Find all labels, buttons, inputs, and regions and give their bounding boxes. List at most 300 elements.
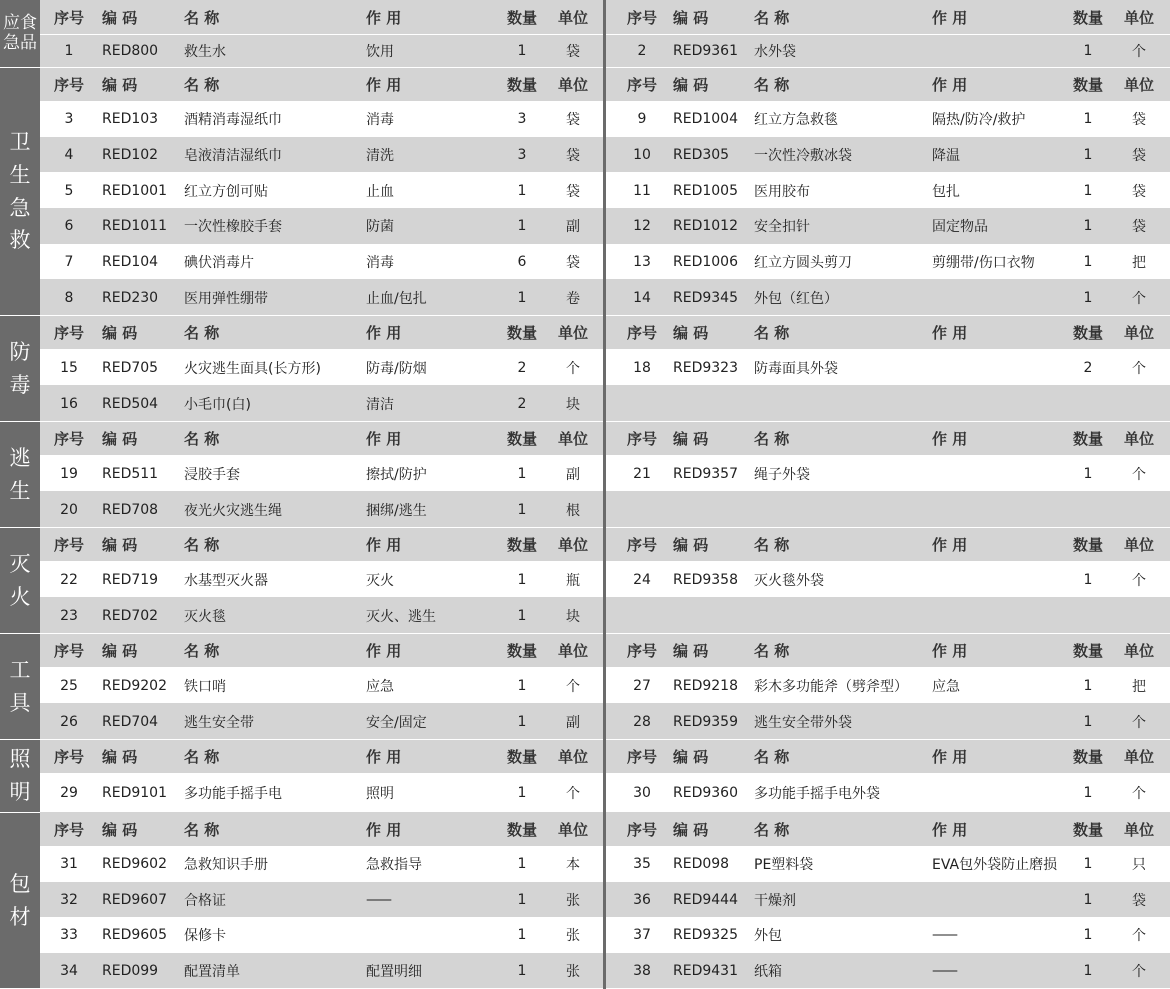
- cell-name: 铁口哨: [184, 678, 226, 695]
- category-char: 卫: [9, 130, 31, 155]
- cell-name: 小毛巾(白): [184, 396, 251, 413]
- cell-qty: 2: [1083, 359, 1093, 376]
- table-row: [606, 883, 1170, 919]
- table-row: [606, 668, 1170, 704]
- cell-code: RED102: [102, 146, 159, 163]
- table-row: [40, 35, 603, 68]
- column-header-row: [606, 528, 1170, 562]
- cell-name: 名 称: [754, 536, 790, 554]
- cell-use: [366, 918, 486, 953]
- cell-code: 编 码: [102, 748, 138, 766]
- cell-unit: 单位: [557, 76, 588, 94]
- cell-name: 安全扣针: [754, 219, 810, 236]
- cell-name: 名 称: [184, 642, 220, 660]
- column-header-row: [40, 813, 603, 847]
- cell-no: 34: [60, 962, 78, 979]
- cell-unit: 单位: [557, 8, 588, 27]
- table-row: [40, 102, 603, 138]
- cell-code: RED099: [102, 962, 159, 979]
- cell-qty: 1: [517, 182, 527, 199]
- cell-qty: 6: [517, 253, 527, 270]
- cell-name: 名 称: [184, 821, 220, 839]
- cell-code: RED800: [102, 43, 159, 59]
- cell-use: 饮用: [366, 44, 394, 60]
- cell-code: 编 码: [673, 642, 709, 660]
- cell-qty: 数量: [1072, 8, 1103, 27]
- cell-no: 序号: [53, 748, 84, 766]
- cell-name: 配置清单: [184, 963, 240, 980]
- cell-qty: 1: [517, 856, 527, 873]
- cell-name: 名 称: [754, 642, 790, 660]
- table-row: [606, 386, 1170, 422]
- cell-no: 序号: [53, 536, 84, 554]
- cell-code: 编 码: [102, 536, 138, 554]
- table-row: [40, 847, 603, 883]
- cell-name: 名 称: [184, 8, 220, 27]
- cell-unit: 张: [566, 928, 580, 945]
- cell-use: 作 用: [366, 748, 402, 766]
- table-row: [606, 280, 1170, 316]
- cell-unit: 袋: [566, 254, 580, 271]
- category-char: 材: [9, 904, 31, 929]
- cell-use: 防毒/防烟: [366, 360, 427, 377]
- table-row: [40, 774, 603, 813]
- cell-use: [932, 280, 1072, 315]
- cell-qty: 1: [517, 289, 527, 306]
- cell-unit: 单位: [1123, 748, 1154, 766]
- category-escape: [0, 422, 40, 528]
- cell-code: 编 码: [102, 76, 138, 94]
- column-header-row: [40, 0, 603, 35]
- cell-unit: 单位: [1123, 8, 1154, 27]
- cell-no: 序号: [626, 536, 657, 554]
- cell-name: 名 称: [754, 324, 790, 342]
- cell-no: 序号: [53, 76, 84, 94]
- cell-name: 医用弹性绷带: [184, 290, 268, 307]
- cell-no: 38: [633, 962, 651, 979]
- cell-code: RED9360: [673, 785, 738, 801]
- cell-use: 作 用: [932, 8, 968, 27]
- table-row: [40, 562, 603, 598]
- cell-code: RED9602: [102, 856, 167, 873]
- cell-unit: 个: [1132, 714, 1146, 731]
- table-row: [40, 883, 603, 919]
- cell-unit: 袋: [1132, 892, 1146, 909]
- cell-code: RED9357: [673, 465, 738, 482]
- cell-name: 名 称: [184, 748, 220, 766]
- category-char: 生: [9, 162, 31, 187]
- cell-name: 保修卡: [184, 928, 226, 945]
- cell-use: 作 用: [932, 642, 968, 660]
- cell-no: 11: [633, 182, 651, 199]
- cell-no: 24: [633, 571, 651, 588]
- cell-use: [932, 774, 1072, 812]
- cell-code: RED9323: [673, 359, 738, 376]
- cell-no: 35: [633, 856, 651, 873]
- cell-qty: 1: [1083, 43, 1093, 59]
- cell-use: 清洁: [366, 396, 394, 413]
- cell-no: 33: [60, 927, 78, 944]
- cell-use: 降温: [932, 147, 960, 164]
- cell-use: 作 用: [366, 76, 402, 94]
- cell-unit: 只: [1132, 857, 1146, 874]
- table-row: [606, 350, 1170, 386]
- cell-unit: 个: [566, 360, 580, 377]
- category-fire: [0, 528, 40, 634]
- cell-qty: 数量: [1072, 642, 1103, 660]
- column-header-row: [606, 813, 1170, 847]
- cell-unit: 单位: [557, 324, 588, 342]
- cell-no: 12: [633, 218, 651, 235]
- cell-unit: 个: [1132, 360, 1146, 377]
- cell-qty: 1: [1083, 465, 1093, 482]
- cell-code: 编 码: [673, 748, 709, 766]
- column-header-row: [40, 740, 603, 774]
- cell-name: 水外袋: [754, 44, 796, 60]
- cell-use: 作 用: [366, 536, 402, 554]
- cell-qty: 1: [1083, 253, 1093, 270]
- cell-code: RED9345: [673, 289, 738, 306]
- cell-no: 2: [637, 43, 647, 59]
- cell-code: RED511: [102, 465, 159, 482]
- table-row: [606, 562, 1170, 598]
- table-row: [40, 138, 603, 174]
- table-row: [40, 386, 603, 422]
- cell-name: 水基型灭火器: [184, 572, 268, 589]
- cell-qty: 1: [1083, 289, 1093, 306]
- cell-qty: 1: [1083, 182, 1093, 199]
- cell-qty: 3: [517, 146, 527, 163]
- cell-name: 一次性冷敷冰袋: [754, 147, 852, 164]
- cell-use: 作 用: [366, 430, 402, 448]
- cell-use: 作 用: [932, 748, 968, 766]
- cell-use: 作 用: [366, 821, 402, 839]
- cell-qty: 数量: [1072, 76, 1103, 94]
- cell-unit: 单位: [1123, 821, 1154, 839]
- cell-qty: 1: [517, 43, 527, 59]
- cell-code: RED1006: [673, 253, 738, 270]
- cell-qty: 数量: [506, 642, 537, 660]
- cell-no: 16: [60, 395, 78, 412]
- cell-name: 防毒面具外袋: [754, 360, 838, 377]
- table-row: [40, 668, 603, 704]
- cell-unit: 把: [1132, 254, 1146, 271]
- cell-no: 序号: [626, 748, 657, 766]
- cell-unit: 瓶: [566, 572, 580, 589]
- category-tools: [0, 634, 40, 740]
- cell-unit: 副: [566, 714, 580, 731]
- cell-name: 红立方圆头剪刀: [754, 254, 852, 271]
- table-row: [606, 102, 1170, 138]
- cell-code: RED504: [102, 395, 159, 412]
- cell-name: 灭火毯: [184, 608, 226, 625]
- cell-use: 作 用: [932, 76, 968, 94]
- cell-code: RED702: [102, 607, 159, 624]
- cell-qty: 1: [517, 891, 527, 908]
- cell-qty: 1: [517, 571, 527, 588]
- cell-unit: 单位: [557, 642, 588, 660]
- cell-qty: 数量: [506, 536, 537, 554]
- category-char: 灭: [9, 551, 31, 576]
- cell-code: 编 码: [673, 430, 709, 448]
- cell-qty: 数量: [1072, 324, 1103, 342]
- cell-name: 红立方急救毯: [754, 112, 838, 129]
- cell-qty: 1: [1083, 677, 1093, 694]
- category-char: 生: [9, 478, 31, 503]
- cell-no: 14: [633, 289, 651, 306]
- table-row: [40, 704, 603, 740]
- cell-name: 夜光火灾逃生绳: [184, 502, 282, 519]
- cell-code: RED1001: [102, 182, 167, 199]
- cell-name: PE塑料袋: [754, 857, 814, 874]
- column-header-row: [606, 0, 1170, 35]
- table-row: [606, 954, 1170, 989]
- cell-no: 18: [633, 359, 651, 376]
- cell-no: 序号: [626, 76, 657, 94]
- cell-code: RED9431: [673, 962, 738, 979]
- cell-no: 序号: [626, 430, 657, 448]
- cell-use: 急救指导: [366, 857, 422, 874]
- cell-unit: 袋: [1132, 183, 1146, 200]
- cell-name: 干燥剂: [754, 892, 796, 909]
- cell-unit: 个: [1132, 572, 1146, 589]
- cell-use: [366, 883, 486, 918]
- cell-code: RED9218: [673, 677, 738, 694]
- cell-unit: 个: [1132, 963, 1146, 980]
- category-char: 包: [9, 871, 31, 896]
- cell-name: 名 称: [184, 430, 220, 448]
- cell-code: RED719: [102, 571, 159, 588]
- cell-unit: 个: [566, 678, 580, 695]
- cell-no: 22: [60, 571, 78, 588]
- cell-unit: 袋: [566, 183, 580, 200]
- dash-mark: ——: [366, 891, 390, 908]
- cell-use: EVA包外袋防止磨损: [932, 857, 1058, 874]
- cell-name: 酒精消毒湿纸巾: [184, 112, 282, 129]
- cell-code: RED9101: [102, 785, 167, 801]
- category-char: 明: [9, 780, 31, 804]
- cell-use: 作 用: [932, 430, 968, 448]
- cell-unit: 张: [566, 963, 580, 980]
- cell-use: 配置明细: [366, 963, 422, 980]
- cell-no: 30: [633, 785, 651, 801]
- cell-qty: 1: [517, 465, 527, 482]
- cell-use: 剪绷带/伤口衣物: [932, 254, 1035, 271]
- cell-unit: 块: [566, 608, 580, 625]
- cell-no: 序号: [626, 324, 657, 342]
- cell-unit: 袋: [566, 44, 580, 60]
- category-package: [0, 813, 40, 989]
- cell-use: 消毒: [366, 254, 394, 271]
- cell-qty: 数量: [1072, 748, 1103, 766]
- cell-code: RED1005: [673, 182, 738, 199]
- cell-use: 擦拭/防护: [366, 466, 427, 483]
- cell-use: 作 用: [366, 642, 402, 660]
- table-row: [40, 209, 603, 245]
- cell-no: 26: [60, 713, 78, 730]
- table-row: [606, 35, 1170, 68]
- cell-use: 照明: [366, 786, 394, 802]
- category-char: 应食: [3, 12, 37, 33]
- column-header-row: [606, 422, 1170, 456]
- category-char: 逃: [9, 445, 31, 470]
- cell-code: 编 码: [102, 324, 138, 342]
- cell-qty: 数量: [506, 748, 537, 766]
- cell-code: 编 码: [673, 8, 709, 27]
- cell-use: 防菌: [366, 219, 394, 236]
- table-row: [606, 138, 1170, 174]
- table-row: [606, 918, 1170, 954]
- cell-qty: 1: [1083, 571, 1093, 588]
- category-char: 防: [9, 339, 31, 364]
- cell-use: 止血: [366, 183, 394, 200]
- cell-name: 浸胶手套: [184, 466, 240, 483]
- cell-unit: 个: [1132, 466, 1146, 483]
- cell-code: 编 码: [673, 76, 709, 94]
- cell-code: 编 码: [673, 536, 709, 554]
- cell-qty: 1: [1083, 891, 1093, 908]
- cell-unit: 卷: [566, 290, 580, 307]
- cell-code: RED1011: [102, 218, 167, 235]
- cell-unit: 本: [566, 857, 580, 874]
- column-header-row: [40, 528, 603, 562]
- category-char: 救: [9, 228, 31, 253]
- cell-name: 绳子外袋: [754, 466, 810, 483]
- table-row: [606, 847, 1170, 883]
- cell-use: 消毒: [366, 112, 394, 129]
- cell-qty: 数量: [506, 8, 537, 27]
- cell-unit: 袋: [566, 147, 580, 164]
- column-header-row: [40, 422, 603, 456]
- cell-use: 安全/固定: [366, 714, 427, 731]
- cell-no: 21: [633, 465, 651, 482]
- cell-qty: 2: [517, 359, 527, 376]
- cell-code: RED098: [673, 856, 730, 873]
- cell-code: 编 码: [102, 8, 138, 27]
- cell-qty: 1: [1083, 927, 1093, 944]
- cell-no: 序号: [626, 821, 657, 839]
- category-food: [0, 0, 40, 68]
- column-header-row: [606, 68, 1170, 102]
- cell-use: [932, 456, 1072, 491]
- cell-use: 止血/包扎: [366, 290, 427, 307]
- column-header-row: [606, 316, 1170, 350]
- cell-name: 多功能手摇手电外袋: [754, 786, 880, 802]
- cell-unit: 单位: [1123, 76, 1154, 94]
- cell-no: 8: [64, 289, 74, 306]
- table-row: [606, 456, 1170, 492]
- cell-name: 名 称: [754, 76, 790, 94]
- cell-qty: 数量: [1072, 821, 1103, 839]
- cell-use: [932, 954, 1072, 989]
- table-row: [40, 492, 603, 528]
- table-row: [40, 598, 603, 634]
- cell-no: 31: [60, 856, 78, 873]
- cell-qty: 1: [1083, 111, 1093, 128]
- category-char: 毒: [9, 372, 31, 397]
- cell-qty: 2: [517, 395, 527, 412]
- cell-qty: 数量: [506, 430, 537, 448]
- cell-code: RED9359: [673, 713, 738, 730]
- cell-no: 28: [633, 713, 651, 730]
- table-row: [606, 245, 1170, 281]
- cell-no: 20: [60, 501, 78, 518]
- cell-code: RED1012: [673, 218, 738, 235]
- cell-code: RED9202: [102, 677, 167, 694]
- cell-unit: 单位: [557, 430, 588, 448]
- cell-qty: 1: [1083, 856, 1093, 873]
- table-row: [606, 598, 1170, 634]
- cell-qty: 数量: [1072, 430, 1103, 448]
- cell-name: 名 称: [184, 536, 220, 554]
- cell-no: 36: [633, 891, 651, 908]
- cell-name: 彩木多功能斧（劈斧型）: [754, 678, 908, 695]
- cell-name: 纸箱: [754, 963, 782, 980]
- table-row: [606, 492, 1170, 528]
- cell-unit: 根: [566, 502, 580, 519]
- cell-use: 应急: [366, 678, 394, 695]
- cell-no: 序号: [626, 642, 657, 660]
- cell-no: 29: [60, 785, 78, 801]
- cell-no: 25: [60, 677, 78, 694]
- cell-use: [932, 562, 1072, 597]
- cell-no: 15: [60, 359, 78, 376]
- cell-code: RED9325: [673, 927, 738, 944]
- cell-name: 逃生安全带: [184, 714, 254, 731]
- cell-qty: 1: [517, 607, 527, 624]
- cell-unit: 个: [1132, 44, 1146, 60]
- cell-qty: 1: [1083, 785, 1093, 801]
- cell-unit: 袋: [566, 112, 580, 129]
- category-antivirus: [0, 316, 40, 422]
- cell-use: [932, 883, 1072, 918]
- cell-qty: 数量: [506, 821, 537, 839]
- cell-code: RED9605: [102, 927, 167, 944]
- cell-use: 灭火、逃生: [366, 608, 436, 625]
- cell-name: 名 称: [184, 76, 220, 94]
- cell-name: 外包（红色）: [754, 290, 838, 307]
- cell-no: 32: [60, 891, 78, 908]
- cell-code: RED708: [102, 501, 159, 518]
- table-row: [40, 350, 603, 386]
- cell-qty: 1: [517, 713, 527, 730]
- cell-no: 9: [637, 111, 647, 128]
- cell-name: 名 称: [754, 430, 790, 448]
- cell-code: 编 码: [102, 430, 138, 448]
- table-row: [606, 209, 1170, 245]
- cell-name: 一次性橡胶手套: [184, 219, 282, 236]
- cell-name: 外包: [754, 928, 782, 945]
- cell-qty: 1: [517, 962, 527, 979]
- cell-qty: 3: [517, 111, 527, 128]
- cell-unit: 袋: [1132, 147, 1146, 164]
- table-row: [40, 173, 603, 209]
- cell-use: 应急: [932, 678, 960, 695]
- cell-no: 6: [64, 218, 74, 235]
- cell-no: 10: [633, 146, 651, 163]
- table-row: [40, 245, 603, 281]
- cell-no: 4: [64, 146, 74, 163]
- cell-unit: 单位: [557, 821, 588, 839]
- cell-code: RED704: [102, 713, 159, 730]
- cell-name: 碘伏消毒片: [184, 254, 254, 271]
- cell-use: 作 用: [932, 324, 968, 342]
- cell-code: RED9607: [102, 891, 167, 908]
- cell-qty: 数量: [506, 76, 537, 94]
- table-row: [40, 456, 603, 492]
- cell-use: 隔热/防冷/救护: [932, 112, 1026, 129]
- cell-unit: 个: [1132, 928, 1146, 945]
